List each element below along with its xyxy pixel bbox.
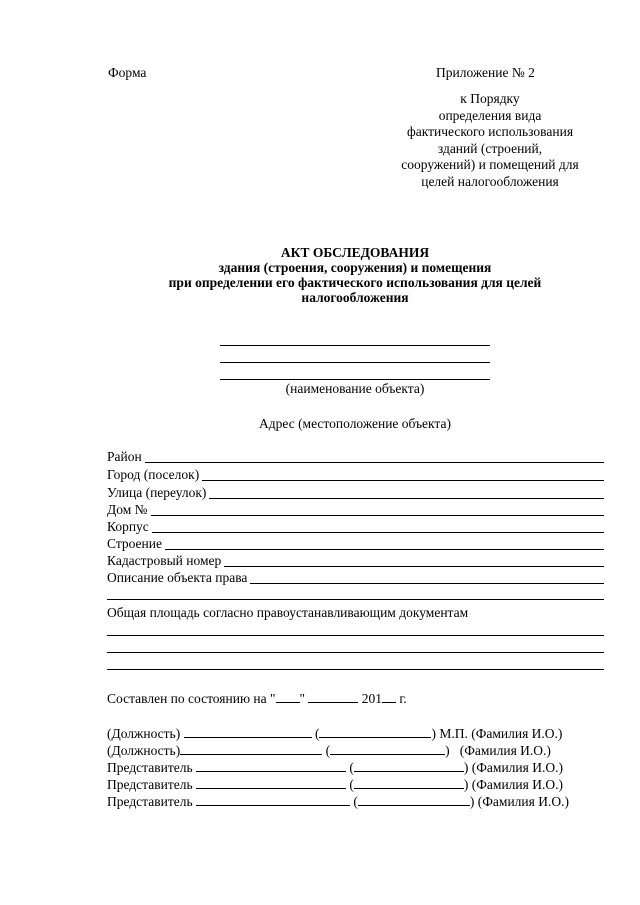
area-line[interactable] [107,669,604,670]
title-line-main: АКТ ОБСЛЕДОВАНИЯ [280,245,430,260]
field-label: Район [107,449,142,464]
appendix-line: фактического использования [406,124,574,139]
fill-line[interactable] [152,532,604,533]
address-caption: Адрес (местоположение объекта) [259,416,451,431]
date-prefix: Составлен по состоянию на " [107,691,276,706]
name-blank[interactable] [354,776,464,789]
title-line: при определении его фактического использования для целей [168,275,542,290]
appendix-line: зданий (строений, [437,140,543,156]
field-structure[interactable] [107,536,604,552]
signature-blank[interactable] [184,725,312,738]
field-house[interactable] [107,502,604,518]
quote-close: " [299,691,306,706]
name-blank[interactable] [358,793,470,806]
paren: ) [445,743,450,758]
signature-blank[interactable] [196,793,350,806]
signature-role: (Должность) [107,726,181,741]
month-blank[interactable] [308,690,358,703]
field-label: Строение [107,536,162,551]
paren: ) [463,760,469,775]
fill-line[interactable] [165,549,604,550]
fill-line[interactable] [250,583,604,584]
year-suffix: г. [399,691,407,706]
field-label: Город (поселок) [107,467,200,482]
fill-line[interactable] [209,498,604,499]
fio-caption: (Фамилия И.О.) [459,743,551,758]
object-name-caption: (наименование объекта) [285,381,425,396]
signature-blank[interactable] [196,759,346,772]
stamp-mark: М.П. [439,726,468,741]
signature-blank[interactable] [196,776,346,789]
field-label: Корпус [107,519,149,534]
field-label: Дом № [107,502,148,517]
object-name-line[interactable] [220,362,490,363]
name-blank[interactable] [319,725,431,738]
field-label: Улица (переулок) [107,485,207,500]
signature-row [107,742,551,759]
field-label: Описание объекта права [107,570,248,585]
paren: ) [431,726,436,741]
field-cadastral[interactable] [107,553,604,569]
field-description[interactable] [107,570,604,586]
fill-line[interactable] [145,462,604,463]
signature-row [107,725,562,742]
area-line[interactable] [107,652,604,653]
date-line [107,690,407,707]
appendix-line: определения вида [438,107,542,123]
fio-caption: (Фамилия И.О.) [471,760,563,775]
fio-caption: (Фамилия И.О.) [471,777,563,792]
description-line[interactable] [107,599,604,600]
object-name-line[interactable] [220,345,490,346]
name-blank[interactable] [354,759,464,772]
signature-row [107,759,563,776]
appendix-line: целей налогообложения [421,173,559,189]
paren: ( [349,760,354,775]
paren: ( [325,743,331,758]
field-label: Кадастровый номер [107,553,222,568]
year-prefix: 201 [361,691,383,706]
signature-blank[interactable] [180,742,322,755]
fill-line[interactable] [224,566,604,567]
signature-role: Представитель [107,777,193,792]
appendix-text [390,91,590,190]
field-district[interactable] [107,449,604,465]
fill-line[interactable] [151,515,605,516]
paren: ) [469,794,475,809]
signature-row [107,793,569,810]
area-label: Общая площадь согласно правоустанавливающим документам [107,605,469,620]
paren: ( [353,794,358,809]
day-blank[interactable] [276,690,300,703]
appendix-line: к Порядку [460,91,520,106]
area-line[interactable] [107,635,604,636]
fio-caption: (Фамилия И.О.) [477,794,569,809]
appendix-line: сооружений) и помещений для [401,157,579,172]
object-name-line[interactable] [220,379,490,380]
form-label: Форма [108,65,147,80]
signature-role: Представитель [107,760,193,775]
field-street[interactable] [107,485,604,501]
paren: ( [349,777,354,792]
signature-role: Представитель [107,794,193,809]
title-line: здания (строения, сооружения) и помещения [218,260,492,275]
paren: ( [314,726,320,741]
signature-role: (Должность) [107,743,181,758]
field-city[interactable] [107,467,604,483]
document-title [100,245,610,305]
name-blank[interactable] [330,742,445,755]
fill-line[interactable] [202,480,604,481]
year-blank[interactable] [382,690,396,703]
title-line: налогообложения [301,290,409,305]
paren: ) [463,777,469,792]
appendix-title: Приложение № 2 [436,65,535,80]
signature-row [107,776,563,793]
field-building[interactable] [107,519,604,535]
fio-caption: (Фамилия И.О.) [471,726,563,741]
